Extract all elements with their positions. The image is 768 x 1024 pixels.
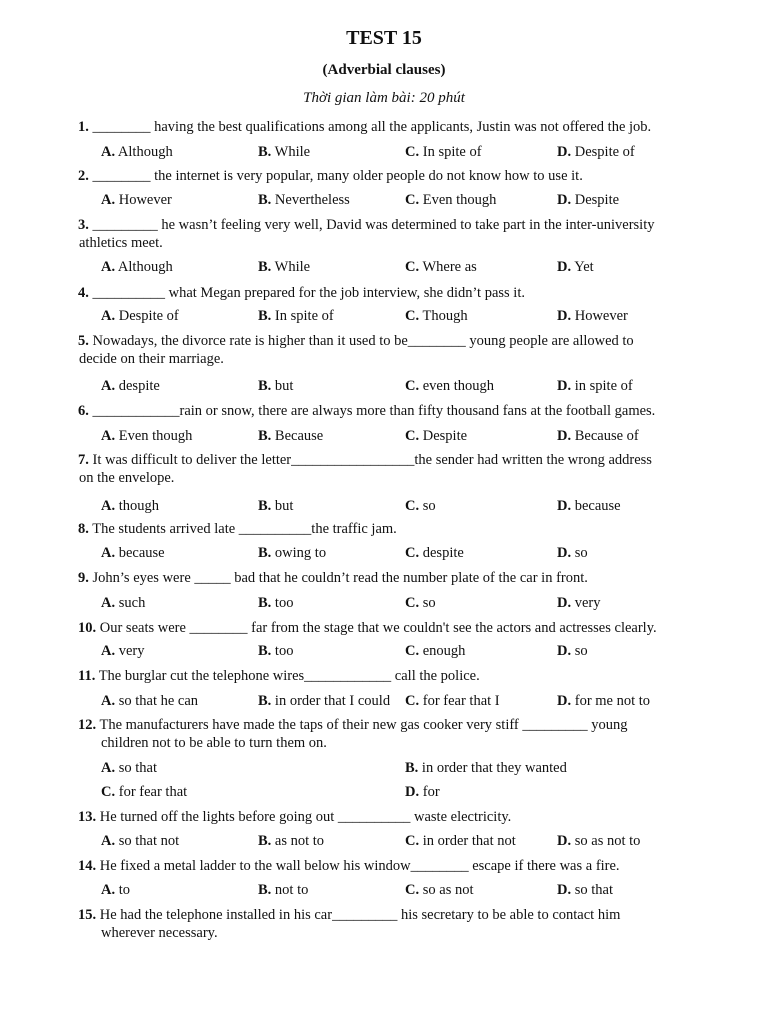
option-letter: B. [258,308,272,324]
option-text: not to [271,882,309,898]
option-text: so [419,498,436,514]
answer-option [557,307,628,325]
question-text: Nowadays, the divorce rate is higher than it used to be________ young people are allowed to [88,333,634,349]
option-text: such [115,595,146,611]
option-text: enough [419,643,466,659]
option-text: but [271,498,294,514]
option-letter: A. [101,498,116,514]
option-text: though [115,498,160,514]
answer-option [405,191,496,209]
answer-option [101,143,173,161]
answer-option [101,497,159,515]
question-number: 11. [78,668,96,684]
option-letter: D. [405,784,420,800]
option-text: In spite of [419,144,482,160]
option-text: for me not to [571,693,651,709]
option-letter: C. [405,192,420,208]
question-number: 1. [78,119,89,135]
option-letter: B. [258,259,272,275]
option-letter: A. [101,144,116,160]
option-letter: C. [405,545,420,561]
answer-option [258,832,324,850]
option-text: even though [419,378,495,394]
option-letter: D. [557,144,572,160]
question-text-continued: wherever necessary. [101,925,218,941]
option-letter: A. [101,192,116,208]
question-text: _________ he wasn’t feeling very well, David was determined to take part in the inter-university [88,217,655,233]
option-text: Where as [419,259,477,275]
option-text: very [571,595,601,611]
option-text: so [571,643,588,659]
question-line [78,857,620,875]
answer-option [258,594,293,612]
answer-option [405,497,436,515]
option-letter: C. [405,428,420,444]
option-letter: B. [258,428,272,444]
option-letter: C. [405,882,420,898]
option-letter: D. [557,833,572,849]
option-text: for fear that I [419,693,500,709]
answer-option [557,881,613,899]
option-letter: C. [101,784,116,800]
option-text: Nevertheless [271,192,350,208]
option-letter: B. [258,545,272,561]
question-text-continued: decide on their marriage. [79,351,224,367]
option-text: in order that not [419,833,516,849]
option-text: so that [571,882,613,898]
option-text: While [271,144,311,160]
option-text: However [571,308,628,324]
answer-option [557,497,621,515]
question-line [78,284,525,302]
option-letter: D. [557,192,572,208]
option-text: despite [115,378,160,394]
answer-option [101,692,198,710]
answer-option [557,377,633,395]
answer-option [258,544,326,562]
answer-option [101,377,160,395]
question-text: It was difficult to deliver the letter_________________the sender had written the wrong address [88,452,652,468]
option-letter: A. [101,693,116,709]
option-text: in order that they wanted [418,760,567,776]
option-text: in spite of [571,378,633,394]
answer-option [405,307,468,325]
answer-option [405,258,477,276]
option-text: Despite of [571,144,635,160]
answer-option [258,427,323,445]
option-text: so [571,545,588,561]
answer-option [101,427,192,445]
answer-option [405,759,567,777]
option-letter: B. [258,192,272,208]
option-letter: A. [101,595,116,611]
option-text: in order that I could [271,693,391,709]
question-text: ________ the internet is very popular, many older people do not know how to use it. [88,168,583,184]
option-text: so as not to [571,833,641,849]
question-text: The burglar cut the telephone wires____________ call the police. [95,668,480,684]
question-text: He fixed a metal ladder to the wall below his window________ escape if there was a fire. [96,858,620,874]
question-number: 3. [78,217,89,233]
question-number: 10. [78,620,97,636]
question-line [78,118,651,136]
option-letter: C. [405,378,420,394]
option-letter: A. [101,378,116,394]
question-line [78,520,397,538]
question-number: 13. [78,809,97,825]
answer-option [557,832,640,850]
answer-option [101,544,165,562]
answer-option [405,377,494,395]
option-letter: C. [405,833,420,849]
question-line [78,451,652,469]
option-letter: D. [557,643,572,659]
option-text: Though [419,308,468,324]
option-text: so that not [115,833,180,849]
answer-option [258,642,293,660]
option-text: In spite of [271,308,334,324]
question-line [78,216,654,234]
answer-option [405,642,465,660]
answer-option [557,427,639,445]
answer-option [405,544,464,562]
option-text: so as not [419,882,474,898]
question-text-continued: athletics meet. [79,235,163,251]
answer-option [101,258,173,276]
answer-option [258,881,308,899]
answer-option [557,594,601,612]
answer-option [258,191,350,209]
option-text: for [419,784,440,800]
option-letter: B. [258,595,272,611]
answer-option [258,307,334,325]
answer-option [557,642,588,660]
answer-option [101,881,130,899]
answer-option [405,881,473,899]
question-text: He turned off the lights before going out __________ waste electricity. [96,809,512,825]
option-letter: B. [258,833,272,849]
answer-option [101,307,179,325]
option-text: Even though [115,428,193,444]
answer-option [101,594,145,612]
option-letter: A. [101,882,116,898]
option-letter: C. [405,259,420,275]
answer-option [405,783,440,801]
question-line [78,332,634,350]
question-text-continued: children not to be able to turn them on. [101,735,327,751]
option-text: too [271,643,294,659]
answer-option [101,759,157,777]
option-text: Despite [571,192,620,208]
option-text: Because [271,428,324,444]
option-text: because [115,545,165,561]
option-letter: C. [405,498,420,514]
answer-option [405,692,500,710]
question-number: 4. [78,285,89,301]
question-number: 5. [78,333,89,349]
option-letter: D. [557,693,572,709]
question-number: 2. [78,168,89,184]
answer-option [405,832,516,850]
option-text: However [115,192,172,208]
answer-option [557,544,588,562]
question-text: The students arrived late __________the traffic jam. [88,521,397,537]
question-number: 6. [78,403,89,419]
option-letter: A. [101,760,116,776]
answer-option [557,143,635,161]
option-text: despite [419,545,464,561]
question-line [78,808,511,826]
option-text: Yet [571,259,594,275]
option-letter: B. [405,760,419,776]
answer-option [557,692,650,710]
answer-option [557,191,619,209]
option-letter: C. [405,595,420,611]
option-letter: D. [557,498,572,514]
option-letter: B. [258,378,272,394]
answer-option [258,143,310,161]
question-number: 14. [78,858,97,874]
option-text: Despite of [115,308,179,324]
answer-option [258,377,293,395]
option-letter: C. [405,308,420,324]
option-letter: D. [557,378,572,394]
question-line [78,619,657,637]
answer-option [258,692,390,710]
option-text: as not to [271,833,325,849]
question-text-continued: on the envelope. [79,470,175,486]
option-text: Even though [419,192,497,208]
question-text: ____________rain or snow, there are always more than fifty thousand fans at the football games. [88,403,656,419]
question-line [78,667,480,685]
option-letter: A. [101,259,116,275]
answer-option [405,427,467,445]
option-text: so that [115,760,157,776]
option-text: for fear that [115,784,188,800]
time-limit: Thời gian làm bài: 20 phút [303,90,465,106]
question-line [78,569,588,587]
question-number: 15. [78,907,97,923]
answer-option [101,783,187,801]
question-number: 7. [78,452,89,468]
answer-option [405,594,436,612]
option-letter: A. [101,545,116,561]
question-text: The manufacturers have made the taps of their new gas cooker very stiff _________ young [96,717,628,733]
answer-option [405,143,482,161]
question-number: 12. [78,717,97,733]
question-text: John’s eyes were _____ bad that he couldn’t read the number plate of the car in front. [88,570,588,586]
option-letter: B. [258,643,272,659]
question-text: He had the telephone installed in his car_________ his secretary to be able to contact him [96,907,621,923]
option-letter: C. [405,643,420,659]
answer-option [101,832,179,850]
answer-option [101,642,145,660]
test-title: TEST 15 [346,27,422,49]
question-number: 9. [78,570,89,586]
option-text: While [271,259,311,275]
option-letter: A. [101,308,116,324]
option-text: because [571,498,621,514]
option-text: owing to [271,545,327,561]
option-letter: B. [258,693,272,709]
option-letter: B. [258,498,272,514]
option-text: very [115,643,145,659]
answer-option [557,258,594,276]
option-text: Although [115,144,173,160]
option-text: to [115,882,131,898]
question-line [78,167,583,185]
option-text: Although [115,259,173,275]
option-letter: C. [405,144,420,160]
option-letter: D. [557,545,572,561]
answer-option [101,191,172,209]
question-text: Our seats were ________ far from the stage that we couldn't see the actors and actresses clearly. [96,620,657,636]
question-number: 8. [78,521,89,537]
option-text: too [271,595,294,611]
option-letter: D. [557,308,572,324]
test-subtitle: (Adverbial clauses) [322,62,446,78]
option-text: Despite [419,428,468,444]
question-line [78,716,628,734]
option-letter: B. [258,882,272,898]
answer-option [258,258,310,276]
question-text: __________ what Megan prepared for the job interview, she didn’t pass it. [88,285,525,301]
option-text: so that he can [115,693,199,709]
question-line [78,906,620,924]
question-line [78,402,655,420]
option-letter: D. [557,428,572,444]
answer-option [258,497,293,515]
option-letter: D. [557,595,572,611]
option-letter: A. [101,428,116,444]
option-letter: C. [405,693,420,709]
option-text: but [271,378,294,394]
option-letter: D. [557,259,572,275]
option-letter: A. [101,643,116,659]
option-text: Because of [571,428,639,444]
question-text: ________ having the best qualifications among all the applicants, Justin was not offered the job. [88,119,652,135]
option-letter: B. [258,144,272,160]
option-text: so [419,595,436,611]
option-letter: A. [101,833,116,849]
option-letter: D. [557,882,572,898]
